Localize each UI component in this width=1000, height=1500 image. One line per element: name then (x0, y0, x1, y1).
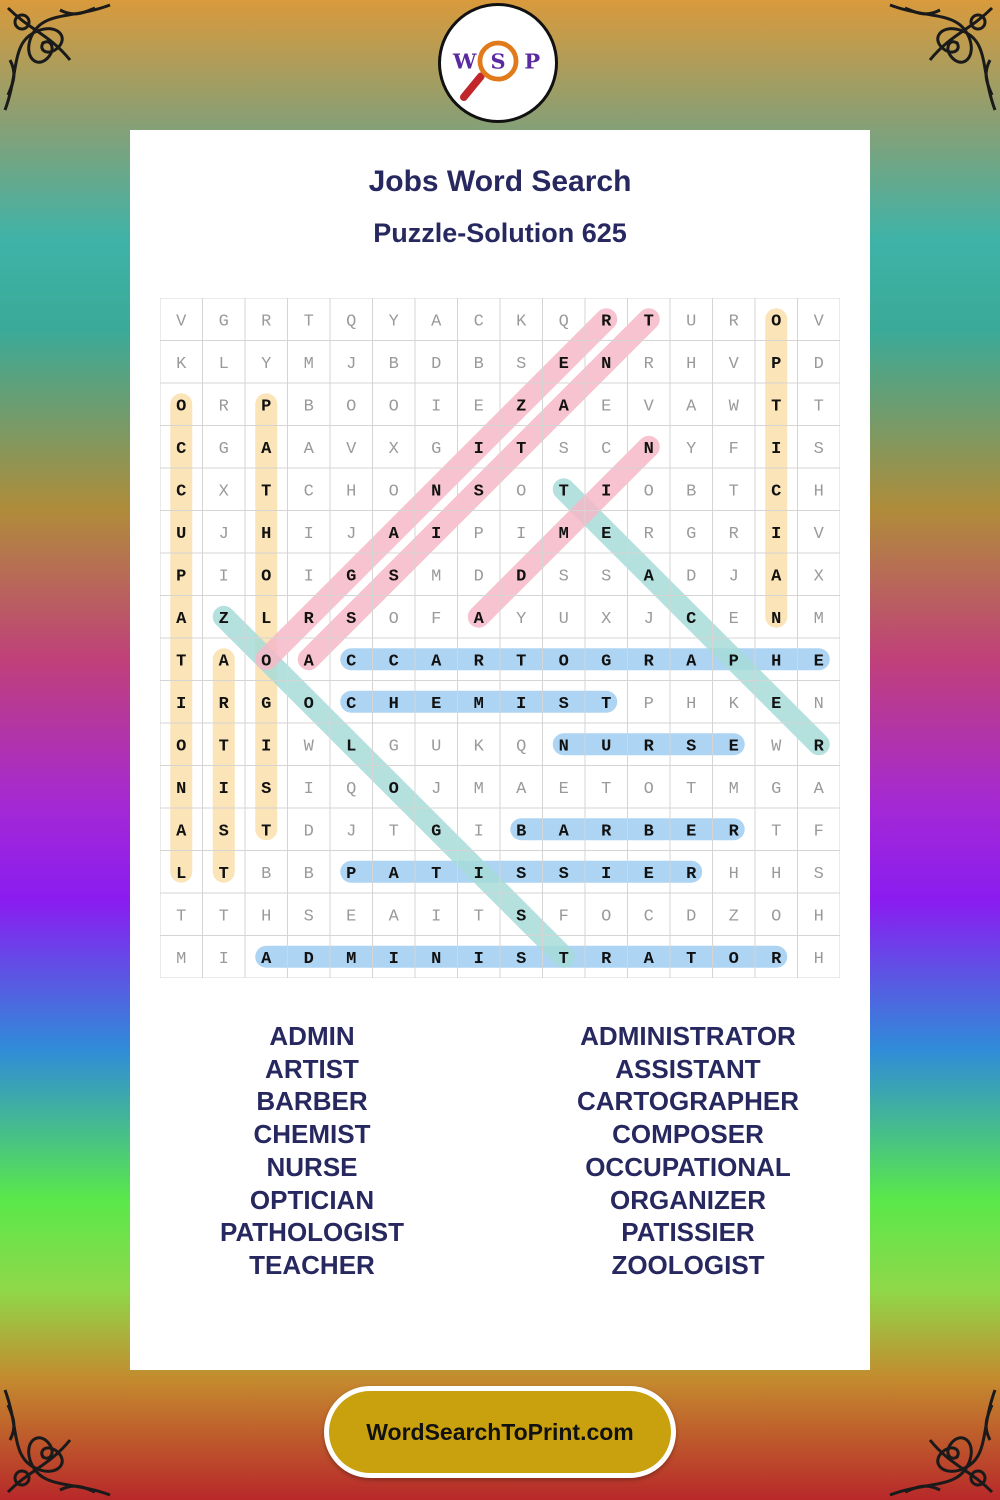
logo-letter-w: W (453, 48, 477, 74)
grid-letter: I (771, 439, 782, 459)
grid-letter: H (813, 907, 824, 927)
grid-letter: A (388, 524, 399, 544)
grid-letter: J (431, 779, 442, 799)
grid-letter: D (686, 907, 697, 927)
grid-letter: I (473, 864, 484, 884)
grid-letter: H (728, 864, 739, 884)
grid-letter: O (771, 312, 782, 332)
word-list-item: PATISSIER (621, 1217, 755, 1248)
grid-letter: S (558, 864, 569, 884)
grid-letter: A (473, 609, 484, 629)
grid-letter: T (261, 482, 272, 502)
ornament-top-left (0, 0, 120, 120)
grid-letter: T (558, 482, 569, 502)
grid-letter: O (346, 397, 357, 417)
word-list-item: CHEMIST (253, 1119, 371, 1150)
grid-letter: O (601, 907, 612, 927)
grid-letter: H (813, 949, 824, 969)
grid-letter: L (218, 354, 229, 374)
grid-letter: H (771, 864, 782, 884)
grid-letter: D (473, 567, 484, 587)
grid-letter: B (643, 822, 654, 842)
grid-letter: M (303, 354, 314, 374)
grid-letter: A (176, 609, 187, 629)
page-subtitle: Puzzle-Solution 625 (373, 218, 627, 248)
grid-letter: E (728, 609, 739, 629)
grid-letter: C (176, 439, 187, 459)
grid-letter: C (771, 482, 782, 502)
word-list-item: NURSE (266, 1151, 358, 1182)
grid-letter: O (388, 779, 399, 799)
grid-letter: X (813, 567, 824, 587)
grid-letter: K (176, 354, 187, 374)
grid-letter: A (303, 652, 314, 672)
grid-letter: P (728, 652, 739, 672)
word-list-item: BARBER (256, 1086, 368, 1117)
grid-letter: R (601, 822, 612, 842)
grid-letter: I (601, 864, 612, 884)
grid-letter: R (813, 737, 824, 757)
grid-letter: Y (261, 354, 272, 374)
grid-letter: R (771, 949, 782, 969)
grid-letter: M (431, 567, 442, 587)
grid-letter: I (431, 907, 442, 927)
grid-letter: R (218, 694, 229, 714)
grid-letter: R (728, 822, 739, 842)
word-list-item: OPTICIAN (249, 1184, 375, 1215)
grid-letter: P (176, 567, 187, 587)
grid-letter: C (686, 609, 697, 629)
grid-letter: I (771, 524, 782, 544)
grid-letter: T (728, 482, 739, 502)
grid-letter: L (261, 609, 272, 629)
grid-letter: S (516, 907, 527, 927)
grid-letter: A (558, 397, 569, 417)
grid-letter: O (176, 397, 187, 417)
grid-letter: T (176, 652, 187, 672)
grid-letter: H (261, 907, 272, 927)
grid-letter: D (431, 354, 442, 374)
grid-letter: J (643, 609, 654, 629)
grid-letter: T (601, 779, 612, 799)
grid-letter: O (388, 397, 399, 417)
word-list-item: ARTIST (265, 1053, 359, 1084)
grid-letter: S (516, 354, 527, 374)
grid-letter: A (516, 779, 527, 799)
grid-letter: N (813, 694, 824, 714)
grid-letter: T (686, 949, 697, 969)
grid-letter: T (303, 312, 314, 332)
grid-letter: M (813, 609, 824, 629)
grid-letter: R (643, 652, 654, 672)
word-list-item: ORGANIZER (610, 1184, 766, 1215)
grid-letter: G (346, 567, 357, 587)
grid-letter: D (516, 567, 527, 587)
grid-letter: W (771, 737, 782, 757)
word-list-item: OCCUPATIONAL (585, 1151, 791, 1182)
grid-letter: N (643, 439, 654, 459)
grid-letter: D (303, 822, 314, 842)
grid-letter: L (346, 737, 357, 757)
grid-letter: A (261, 439, 272, 459)
grid-letter: U (558, 609, 569, 629)
grid-letter: O (303, 694, 314, 714)
grid-letter: C (176, 482, 187, 502)
grid-letter: Y (516, 609, 527, 629)
grid-letter: P (261, 397, 272, 417)
grid-letter: C (473, 312, 484, 332)
grid-letter: A (771, 567, 782, 587)
grid-letter: R (728, 524, 739, 544)
grid-letter: G (771, 779, 782, 799)
grid-letter: K (516, 312, 527, 332)
grid-letter: M (558, 524, 569, 544)
grid-letter: Z (516, 397, 527, 417)
grid-letter: G (218, 312, 229, 332)
grid-letter: E (431, 694, 442, 714)
grid-letter: F (431, 609, 442, 629)
grid-letter: O (261, 652, 272, 672)
grid-letter: R (643, 524, 654, 544)
grid-letter: S (813, 439, 824, 459)
word-list-item: ZOOLOGIST (611, 1249, 765, 1280)
grid-letter: E (813, 652, 824, 672)
word-list-right (538, 1020, 838, 1282)
word-list-item: COMPOSER (612, 1119, 764, 1150)
grid-letter: C (346, 694, 357, 714)
grid-letter: J (346, 822, 357, 842)
website-link-button[interactable]: WordSearchToPrint.com (324, 1386, 676, 1478)
grid-letter: A (303, 439, 314, 459)
wsp-logo[interactable] (438, 3, 558, 123)
grid-letter: G (601, 652, 612, 672)
grid-letter: B (303, 864, 314, 884)
grid-letter: A (388, 864, 399, 884)
grid-letter: Z (218, 609, 229, 629)
grid-letter: D (686, 567, 697, 587)
grid-letter: E (601, 524, 612, 544)
grid-letter: O (388, 482, 399, 502)
grid-letter: Q (346, 312, 357, 332)
grid-letter: S (218, 822, 229, 842)
grid-letter: T (771, 397, 782, 417)
grid-letter: O (388, 609, 399, 629)
grid-letter: M (346, 949, 357, 969)
grid-letter: P (771, 354, 782, 374)
grid-letter: T (218, 737, 229, 757)
grid-letter: J (728, 567, 739, 587)
word-list-item: ADMINISTRATOR (580, 1021, 796, 1051)
grid-letter: V (728, 354, 739, 374)
grid-letter: F (728, 439, 739, 459)
grid-letter: S (473, 482, 484, 502)
grid-letter: C (643, 907, 654, 927)
grid-letter: A (813, 779, 824, 799)
grid-letter: I (516, 694, 527, 714)
grid-letter: O (728, 949, 739, 969)
grid-letter: I (601, 482, 612, 502)
magnifier-handle-icon (464, 76, 481, 97)
grid-letter: I (516, 524, 527, 544)
grid-letter: R (643, 737, 654, 757)
grid-letter: T (813, 397, 824, 417)
word-list-item: CARTOGRAPHER (577, 1086, 799, 1117)
grid-letter: C (346, 652, 357, 672)
grid-letter: H (686, 354, 697, 374)
grid-letter: S (261, 779, 272, 799)
grid-letter: B (388, 354, 399, 374)
grid-letter: R (686, 864, 697, 884)
grid-letter: M (176, 949, 187, 969)
grid-letter: T (686, 779, 697, 799)
grid-letter: T (218, 907, 229, 927)
grid-letter: I (388, 949, 399, 969)
grid-letter: E (686, 822, 697, 842)
grid-letter: S (558, 439, 569, 459)
grid-letter: S (813, 864, 824, 884)
grid-letter: T (601, 694, 612, 714)
grid-letter: S (601, 567, 612, 587)
grid-letter: S (558, 567, 569, 587)
grid-letter: I (431, 397, 442, 417)
grid-letter: I (176, 694, 187, 714)
grid-letter: O (643, 779, 654, 799)
grid-letter: N (601, 354, 612, 374)
grid-letter: G (218, 439, 229, 459)
grid-letter: N (431, 482, 442, 502)
grid-letter: T (473, 907, 484, 927)
grid-letter: B (516, 822, 527, 842)
grid-letter: E (558, 779, 569, 799)
word-list-item: ADMIN (269, 1021, 355, 1051)
grid-letter: U (601, 737, 612, 757)
grid-letter: L (176, 864, 187, 884)
ornament-bottom-right (880, 1380, 1000, 1500)
grid-letter: R (601, 949, 612, 969)
grid-letter: S (686, 737, 697, 757)
grid-letter: O (771, 907, 782, 927)
grid-letter: H (388, 694, 399, 714)
grid-letter: G (431, 822, 442, 842)
grid-letter: I (218, 567, 229, 587)
grid-letter: H (813, 482, 824, 502)
word-list-left (162, 1020, 462, 1282)
grid-letter: U (176, 524, 187, 544)
grid-letter: U (686, 312, 697, 332)
grid-letter: Q (346, 779, 357, 799)
grid-letter: A (686, 652, 697, 672)
grid-letter: O (516, 482, 527, 502)
grid-letter: E (346, 907, 357, 927)
grid-letter: U (431, 737, 442, 757)
grid-letter: I (473, 949, 484, 969)
grid-letter: H (346, 482, 357, 502)
grid-letter: H (771, 652, 782, 672)
grid-letter: I (218, 949, 229, 969)
grid-letter: I (218, 779, 229, 799)
grid-letter: S (516, 864, 527, 884)
grid-letter: V (813, 312, 824, 332)
grid-letter: B (686, 482, 697, 502)
grid-letter: G (431, 439, 442, 459)
grid-letter: D (303, 949, 314, 969)
grid-letter: T (516, 439, 527, 459)
grid-letter: W (303, 737, 314, 757)
grid-letter: R (601, 312, 612, 332)
word-list-item: TEACHER (249, 1249, 375, 1280)
grid-letter: R (473, 652, 484, 672)
grid-letter: K (728, 694, 739, 714)
grid-letter: T (516, 652, 527, 672)
grid-letter: A (388, 907, 399, 927)
grid-letter: O (176, 737, 187, 757)
grid-letter: V (643, 397, 654, 417)
word-list-item: ASSISTANT (615, 1053, 761, 1084)
grid-letter: P (346, 864, 357, 884)
grid-letter: N (431, 949, 442, 969)
grid-letter: R (218, 397, 229, 417)
grid-letter: G (686, 524, 697, 544)
grid-letter: Y (686, 439, 697, 459)
grid-letter: M (728, 779, 739, 799)
page-title: Jobs Word Search (368, 165, 632, 198)
grid-letter: Q (558, 312, 569, 332)
ornament-top-right (880, 0, 1000, 120)
grid-letter: S (303, 907, 314, 927)
grid-letter: I (261, 737, 272, 757)
grid-letter: T (771, 822, 782, 842)
grid-letter: X (388, 439, 399, 459)
grid-letter: O (643, 482, 654, 502)
grid-letter: A (431, 312, 442, 332)
grid-letter: X (601, 609, 612, 629)
grid-letter: P (643, 694, 654, 714)
grid-letter: H (261, 524, 272, 544)
grid-letter: R (303, 609, 314, 629)
grid-letter: A (643, 567, 654, 587)
grid-letter: F (813, 822, 824, 842)
grid-letter: A (431, 652, 442, 672)
grid-letter: S (388, 567, 399, 587)
grid-letter: I (473, 822, 484, 842)
grid-letter: I (303, 567, 314, 587)
logo-letter-p: P (524, 48, 541, 74)
grid-letter: S (516, 949, 527, 969)
grid-letter: O (261, 567, 272, 587)
grid-letter: C (388, 652, 399, 672)
grid-letter: V (176, 312, 187, 332)
grid-letter: I (473, 439, 484, 459)
grid-letter: E (473, 397, 484, 417)
grid-letter: N (176, 779, 187, 799)
grid-letter: T (558, 949, 569, 969)
grid-letter: R (728, 312, 739, 332)
grid-letter: D (813, 354, 824, 374)
grid-letter: R (643, 354, 654, 374)
grid-letter: E (558, 354, 569, 374)
grid-letter: I (303, 524, 314, 544)
grid-letter: O (558, 652, 569, 672)
grid-letter: B (473, 354, 484, 374)
grid-letter: I (431, 524, 442, 544)
grid-letter: X (218, 482, 229, 502)
grid-letter: H (686, 694, 697, 714)
grid-letter: B (303, 397, 314, 417)
grid-letter: Y (388, 312, 399, 332)
grid-letter: T (431, 864, 442, 884)
grid-letter: E (728, 737, 739, 757)
grid-letter: J (218, 524, 229, 544)
grid-letter: R (261, 312, 272, 332)
grid-letter: Z (728, 907, 739, 927)
grid-letter: S (558, 694, 569, 714)
grid-letter: N (771, 609, 782, 629)
grid-letter: A (643, 949, 654, 969)
grid-letter: C (601, 439, 612, 459)
grid-letter: S (346, 609, 357, 629)
logo-letter-s: S (490, 48, 506, 74)
grid-letter: T (388, 822, 399, 842)
grid-letter: A (176, 822, 187, 842)
grid-letter: B (261, 864, 272, 884)
grid-letter: T (643, 312, 654, 332)
grid-letter: V (813, 524, 824, 544)
grid-letter: T (218, 864, 229, 884)
grid-letter: C (303, 482, 314, 502)
grid-letter: K (473, 737, 484, 757)
word-list-item: PATHOLOGIST (220, 1217, 404, 1248)
grid-letter: F (558, 907, 569, 927)
grid-letter: N (558, 737, 569, 757)
grid-letter: Q (516, 737, 527, 757)
grid-letter: T (176, 907, 187, 927)
grid-letter: W (728, 397, 739, 417)
grid-letter: I (303, 779, 314, 799)
grid-letter: M (473, 694, 484, 714)
grid-letter: A (686, 397, 697, 417)
grid-letter: J (346, 354, 357, 374)
grid-letter: G (261, 694, 272, 714)
grid-letter: E (601, 397, 612, 417)
grid-letter: V (346, 439, 357, 459)
grid-letter: E (771, 694, 782, 714)
grid-letter: A (558, 822, 569, 842)
grid-letter: M (473, 779, 484, 799)
grid-letter: P (473, 524, 484, 544)
grid-letter: T (261, 822, 272, 842)
word-search-grid[interactable] (160, 298, 840, 978)
grid-letter: G (388, 737, 399, 757)
grid-letter: A (261, 949, 272, 969)
grid-letter: J (346, 524, 357, 544)
ornament-bottom-left (0, 1380, 120, 1500)
grid-letter: A (218, 652, 229, 672)
grid-letter: E (643, 864, 654, 884)
